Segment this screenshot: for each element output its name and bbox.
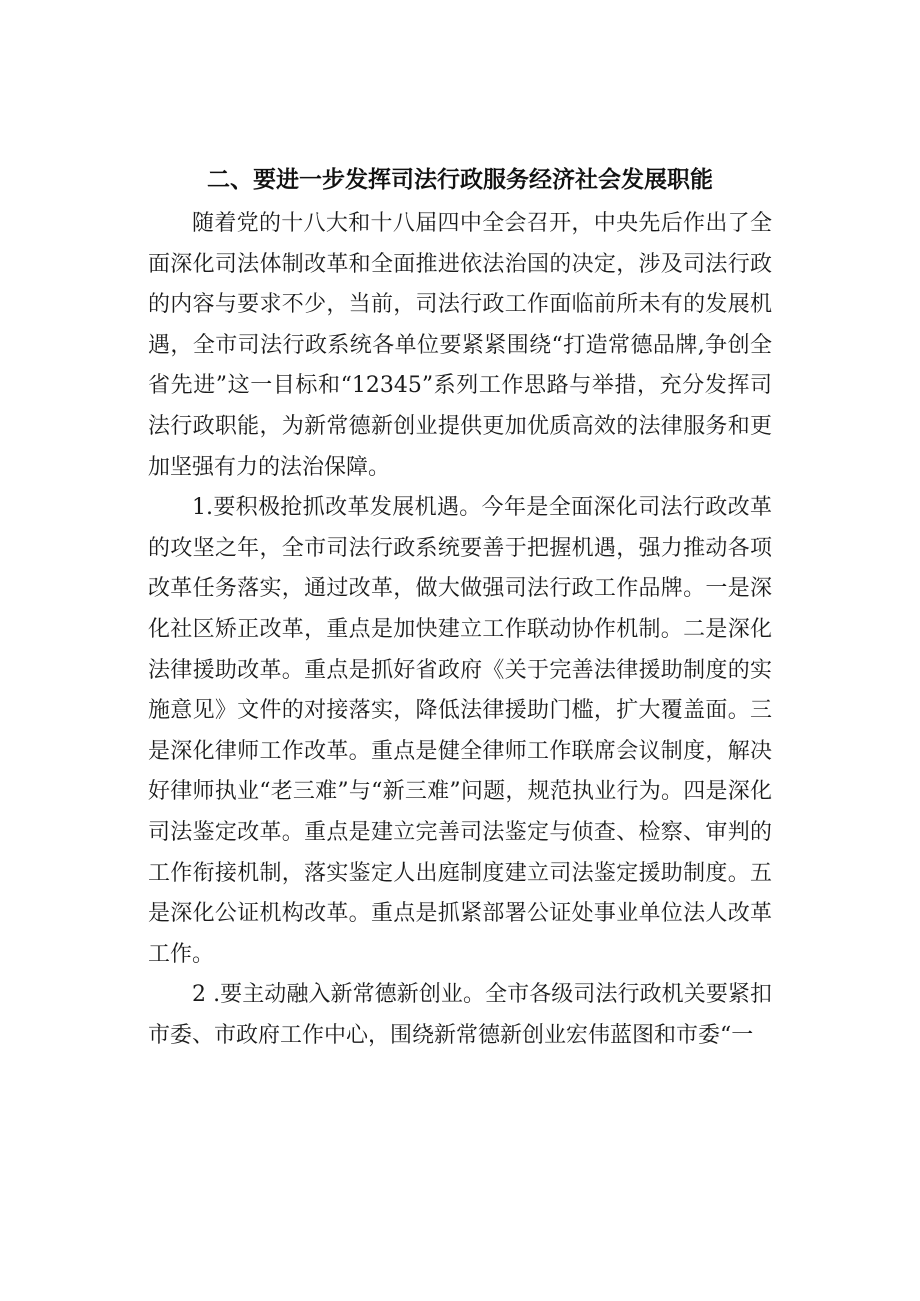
document-body [148, 204, 772, 1056]
paragraph-integration: 2 .要主动融入新常德新创业。全市各级司法行政机关要紧扣市委、市政府工作中心，围绕新常德新创业宏伟蓝图和市委“一 [148, 982, 772, 1048]
paragraph-intro: 随着党的十八大和十八届四中全会召开，中央先后作出了全面深化司法体制改革和全面推进依法治国的决定，涉及司法行政的内容与要求不少，当前，司法行政工作面临前所未有的发展机遇，全市司法行政系统各单位要紧紧围绕“打造常德品牌,争创全省先进”这一目标和“12345”系列工作思路与举措，充分发挥司法行政职能，为新常德新创业提供更加优质高效的法律服务和更加坚强有力的法治保障。 [148, 211, 772, 480]
paragraph-reform: 1.要积极抢抓改革发展机遇。今年是全面深化司法行政改革的攻坚之年，全市司法行政系统要善于把握机遇，强力推动各项改革任务落实，通过改革，做大做强司法行政工作品牌。一是深化社区矫正改革，重点是加快建立工作联动协作机制。二是深化法律援助改革。重点是抓好省政府《关于完善法律援助制度的实施意见》文件的对接落实，降低法律援助门槛，扩大覆盖面。三是深化律师工作改革。重点是健全律师工作联席会议制度，解决好律师执业“老三难”与“新三难”问题，规范执业行为。四是深化司法鉴定改革。重点是建立完善司法鉴定与侦查、检察、审判的工作衔接机制，落实鉴定人出庭制度建立司法鉴定援助制度。五是深化公证机构改革。重点是抓紧部署公证处事业单位法人改革工作。 [148, 495, 772, 967]
section-heading: 二、要进一步发挥司法行政服务经济社会发展职能 [207, 167, 713, 193]
